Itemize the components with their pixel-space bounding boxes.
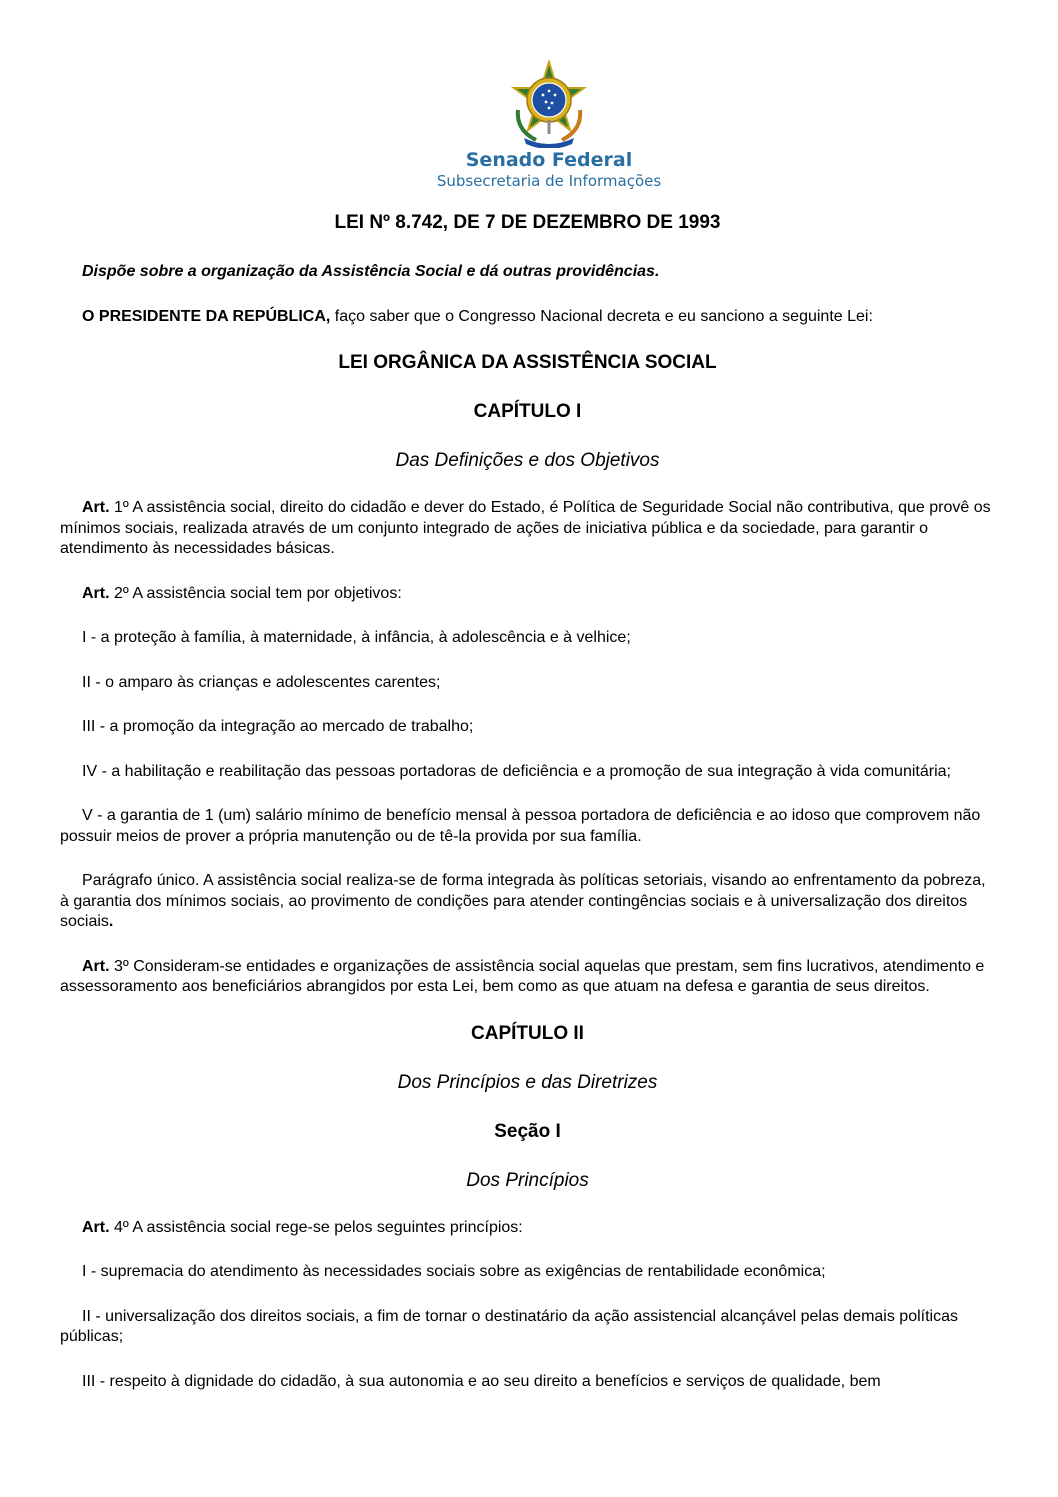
heading-chapter-2-title: Dos Princípios e das Diretrizes [397, 1071, 658, 1093]
heading-chapter-1: CAPÍTULO I [473, 401, 582, 422]
heading-chapter-2: CAPÍTULO II [471, 1022, 584, 1044]
preamble-bold: O PRESIDENTE DA REPÚBLICA, [82, 307, 331, 325]
document-header [0, 60, 1058, 191]
article-2 [60, 584, 995, 605]
article-label: Art. [82, 584, 110, 602]
article-2-item-i: I - a proteção à família, à maternidade, à infância, à adolescência e à velhice; [82, 629, 631, 646]
article-4-item-i: I - supremacia do atendimento às necessidades sociais sobre as exigências de rentabilidade econômica; [82, 1263, 826, 1280]
heading-lei-organica: LEI ORGÂNICA DA ASSISTÊNCIA SOCIAL [338, 352, 717, 373]
article-4-item-ii: II - universalização dos direitos sociais, a fim de tornar o destinatário da ação assistencial alcançável pelas demais políticas públicas; [60, 1307, 958, 1345]
article-text: 1º A assistência social, direito do cidadão e dever do Estado, é Política de Seguridade Social não contributiva, que provê os mínimos sociais, realizada através de um conjunto integrado de ações de iniciativa pública e da sociedade, para garantir o atendimento às necessidades básicas. [60, 499, 991, 557]
heading-chapter-1-title: Das Definições e dos Objetivos [395, 450, 660, 471]
article-text: 2º A assistência social tem por objetivos: [109, 584, 402, 602]
paragrafo-text: Parágrafo único. A assistência social realiza-se de forma integrada às políticas setoriais, visando ao enfrentamento da pobreza, à garantia dos mínimos sociais, ao provimento de condições para atender contingências sociais e à universalização dos direitos sociais [60, 872, 986, 930]
preamble [60, 307, 995, 328]
article-label: Art. [82, 499, 110, 516]
article-2-item-v: V - a garantia de 1 (um) salário mínimo de benefício mensal à pessoa portadora de deficiência e ao idoso que comprovem não possuir meios de prover a própria manutenção ou de tê-la provida por sua família. [60, 807, 981, 845]
document-body [60, 210, 995, 1416]
law-title: LEI Nº 8.742, DE 7 DE DEZEMBRO DE 1993 [334, 212, 721, 233]
org-subtitle: Subsecretaria de Informações [436, 172, 662, 190]
article-2-item-iv: IV - a habilitação e reabilitação das pessoas portadoras de deficiência e a promoção de sua integração à vida comunitária; [82, 762, 951, 780]
article-4-item-iii: III - respeito à dignidade do cidadão, à sua autonomia e ao seu direito a benefícios e serviços de qualidade, bem [82, 1372, 881, 1390]
article-2-item-ii: II - o amparo às crianças e adolescentes carentes; [82, 673, 441, 691]
ementa: Dispõe sobre a organização da Assistência Social e dá outras providências. [82, 263, 660, 280]
article-text: 4º A assistência social rege-se pelos seguintes princípios: [109, 1218, 523, 1236]
article-1 [60, 498, 995, 560]
org-name: Senado Federal [465, 149, 633, 171]
article-label: Art. [82, 1218, 110, 1236]
paragrafo-end: . [108, 913, 114, 930]
article-2-item-iii: III - a promoção da integração ao mercado de trabalho; [82, 718, 474, 735]
article-label: Art. [82, 957, 110, 975]
article-3 [60, 957, 995, 998]
coat-of-arms-emblem [504, 60, 594, 148]
article-2-paragrafo-unico [60, 871, 995, 933]
heading-section-1: Seção I [494, 1120, 561, 1142]
article-text: 3º Consideram-se entidades e organizações de assistência social aquelas que prestam, sem fins lucrativos, atendimento e assessoramento aos beneficiários abrangidos por esta Lei, bem como as que atuam na defesa e garantia de seus direitos. [60, 957, 985, 995]
article-4 [60, 1218, 995, 1239]
heading-section-1-title: Dos Princípios [466, 1169, 589, 1191]
preamble-text: faço saber que o Congresso Nacional decreta e eu sanciono a seguinte Lei: [330, 307, 873, 325]
